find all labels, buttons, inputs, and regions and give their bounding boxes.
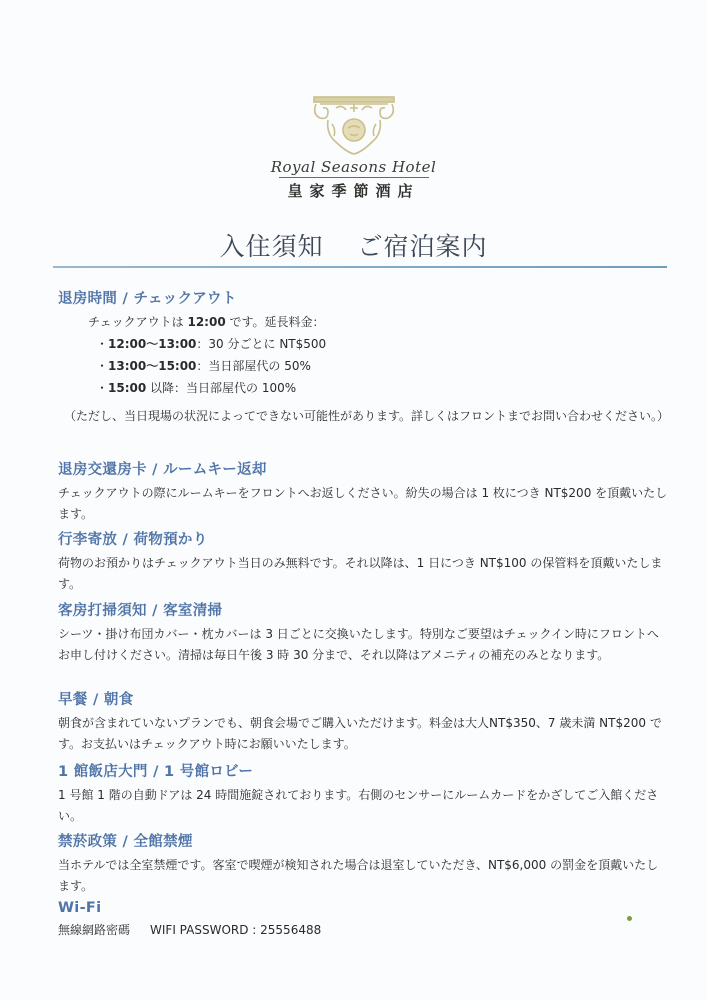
logo-chinese-name: 皇家季節酒店 [287,182,420,200]
list-item: ・12:00〜13:00：30 分ごとに NT$500 [96,337,327,351]
page-title [0,227,707,263]
section-heading: 退房時間 / チェックアウト [58,291,237,307]
section-heading: 早餐 / 朝食 [58,692,134,708]
checkout-note: （ただし、当日現場の状況によってできない可能性があります。詳しくはフロントまでお問い合わせください。） [64,409,670,423]
section-heading: 1 館飯店大門 / 1 号館ロビー [58,764,254,780]
section-room-key [58,458,668,525]
crest-icon [306,94,402,156]
section-heading: 禁菸政策 / 全館禁煙 [58,834,193,850]
section-heading: 退房交還房卡 / ルームキー返却 [58,462,267,478]
section-lobby [58,760,668,827]
title-japanese: ご宿泊案内 [357,232,488,261]
hotel-logo [0,94,707,201]
section-checkout [58,287,668,427]
section-no-smoking [58,830,668,897]
wifi-password: 無線網路密碼 WIFI PASSWORD : 25556488 [58,923,322,937]
section-body: チェックアウトの際にルームキーをフロントへお返しください。紛失の場合は 1 枚につき NT$200 を頂戴いたします。 [58,486,668,521]
section-housekeeping [58,599,668,666]
section-body: 荷物のお預かりはチェックアウト当日のみ無料です。それ以降は、1 日につき NT$100 の保管料を頂戴いたします。 [58,556,663,591]
section-body: 朝食が含まれていないプランでも、朝食会場でご購入いただけます。料金は大人NT$350、7 歳未満 NT$200 です。お支払いはチェックアウト時にお願いいたします。 [58,716,662,751]
section-wifi [58,900,668,941]
section-body: 1 号館 1 階の自動ドアは 24 時間施錠されております。右側のセンサーにルームカードをかざしてご入館ください。 [58,788,659,823]
title-chinese: 入住須知 [219,232,324,261]
logo-divider [279,177,429,178]
paper-speck [627,916,632,921]
list-item: ・15:00 以降：当日部屋代の 100% [96,381,297,395]
section-heading: 客房打掃須知 / 客室清掃 [58,603,223,619]
section-heading: 行李寄放 / 荷物預かり [58,532,208,548]
section-luggage [58,528,668,595]
checkout-intro: チェックアウトは 12:00 です。延長料金： [88,315,325,329]
section-heading: Wi-Fi [58,900,102,916]
section-body: 当ホテルでは全室禁煙です。客室で喫煙が検知された場合は退室していただき、NT$6,000 の罰金を頂戴いたします。 [58,858,659,893]
section-body: シーツ・掛け布団カバー・枕カバーは 3 日ごとに交換いたします。特別なご要望はチェックイン時にフロントへお申し付けください。清掃は毎日午後 3 時 30 分まで、それ以降はアメニティの補充のみとなります。 [58,627,659,662]
title-divider [53,266,667,268]
section-breakfast [58,688,668,755]
logo-english-name: Royal Seasons Hotel [270,158,437,176]
list-item: ・13:00〜15:00：当日部屋代の 50% [96,359,311,373]
